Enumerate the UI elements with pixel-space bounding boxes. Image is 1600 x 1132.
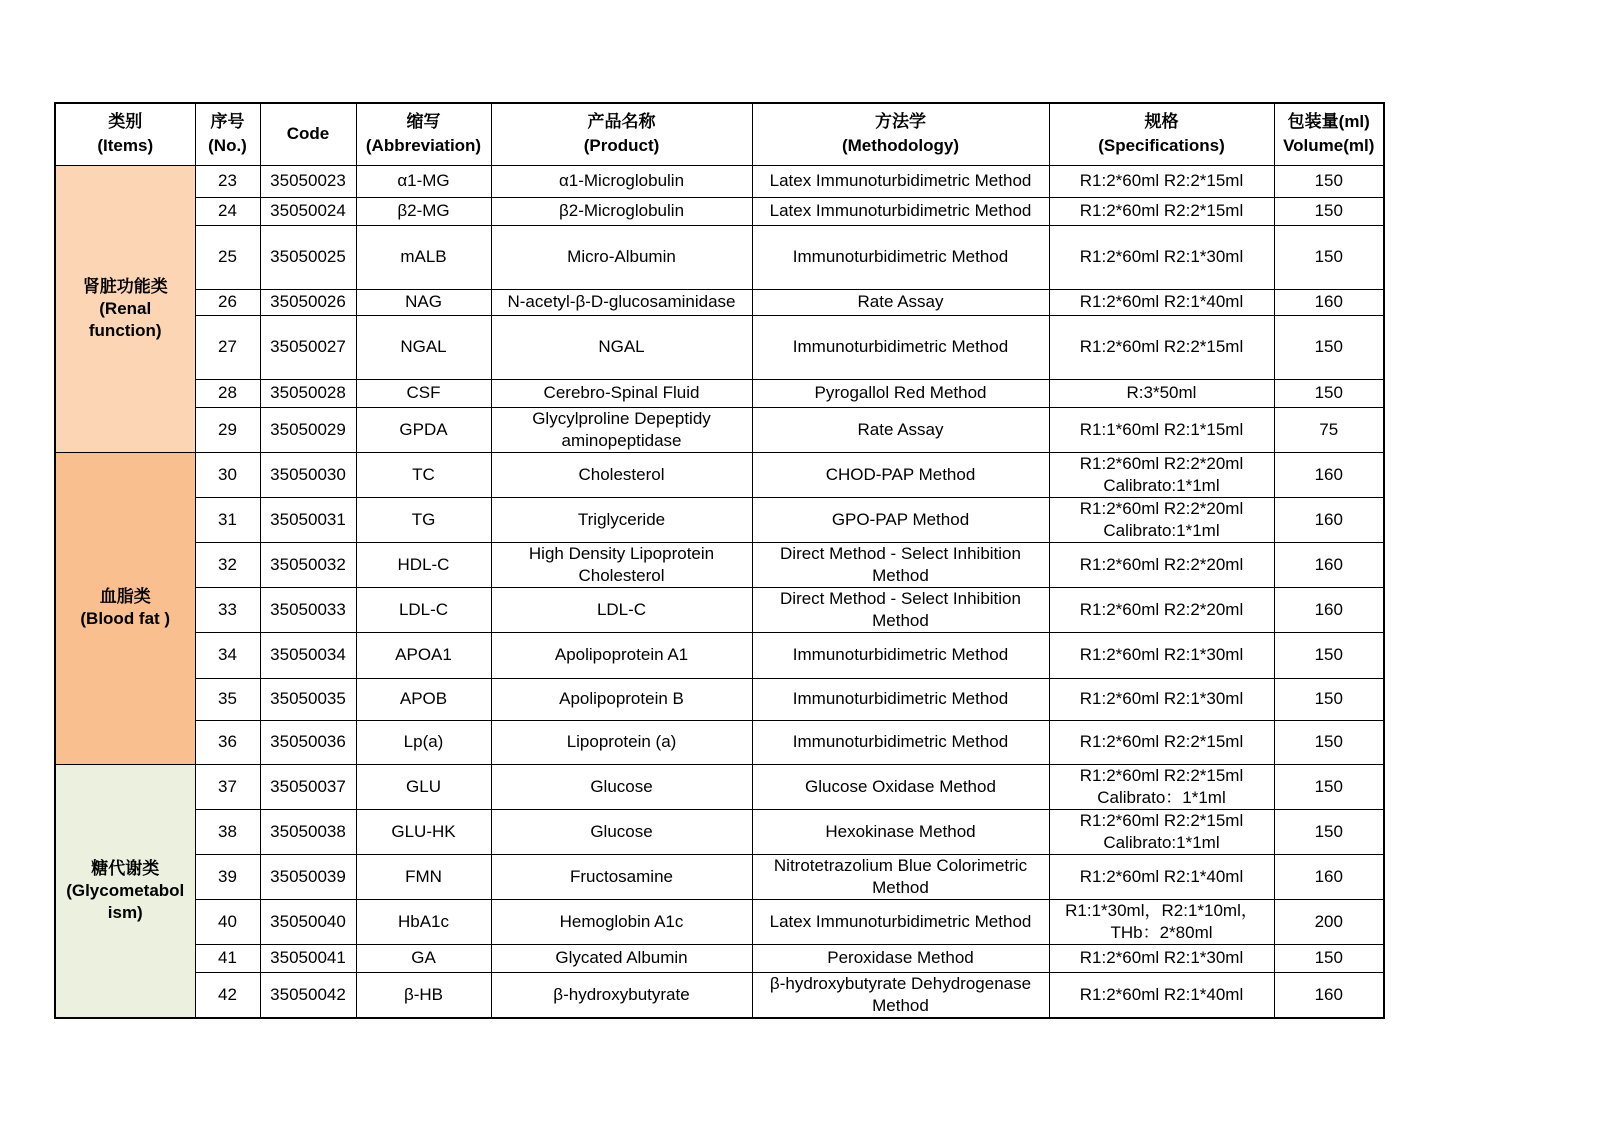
cell-product: β2-Microglobulin (491, 197, 752, 225)
cell-specifications: R1:2*60ml R2:2*15ml (1049, 165, 1274, 197)
cell-no: 33 (195, 587, 260, 632)
cell-code: 35050023 (260, 165, 356, 197)
cell-code: 35050037 (260, 764, 356, 809)
cell-code: 35050026 (260, 289, 356, 315)
cell-code: 35050035 (260, 678, 356, 720)
cell-methodology: Hexokinase Method (752, 809, 1049, 854)
col-header-items: 类别 (Items) (55, 103, 195, 165)
category-glycometabolism: 糖代谢类 (Glycometabol ism) (55, 764, 195, 1018)
cell-methodology: Pyrogallol Red Method (752, 379, 1049, 407)
cell-abbreviation: APOB (356, 678, 491, 720)
cell-volume: 150 (1274, 632, 1384, 678)
cell-abbreviation: GA (356, 944, 491, 972)
cell-methodology: Peroxidase Method (752, 944, 1049, 972)
table-row (55, 809, 1384, 854)
cell-specifications: R1:2*60ml R2:1*40ml (1049, 289, 1274, 315)
cell-volume: 160 (1274, 542, 1384, 587)
cell-abbreviation: GPDA (356, 407, 491, 452)
table-row (55, 315, 1384, 379)
cell-methodology: Latex Immunoturbidimetric Method (752, 197, 1049, 225)
cell-specifications: R1:2*60ml R2:2*15ml (1049, 315, 1274, 379)
cell-specifications: R1:2*60ml R2:1*30ml (1049, 678, 1274, 720)
cell-abbreviation: β-HB (356, 972, 491, 1018)
cell-no: 28 (195, 379, 260, 407)
cell-methodology: Immunoturbidimetric Method (752, 678, 1049, 720)
cell-product: Apolipoprotein B (491, 678, 752, 720)
cell-code: 35050032 (260, 542, 356, 587)
table-row (55, 289, 1384, 315)
cell-code: 35050042 (260, 972, 356, 1018)
cell-specifications: R:3*50ml (1049, 379, 1274, 407)
cell-abbreviation: β2-MG (356, 197, 491, 225)
cell-product: β-hydroxybutyrate (491, 972, 752, 1018)
col-header-volume: 包装量(ml) Volume(ml) (1274, 103, 1384, 165)
header-row (55, 103, 1384, 165)
cell-code: 35050027 (260, 315, 356, 379)
cell-volume: 200 (1274, 899, 1384, 944)
cell-methodology: Latex Immunoturbidimetric Method (752, 899, 1049, 944)
category-renal: 肾脏功能类 (Renal function) (55, 165, 195, 452)
cell-product: Cerebro-Spinal Fluid (491, 379, 752, 407)
cell-specifications: R1:2*60ml R2:2*20ml Calibrato:1*1ml (1049, 452, 1274, 497)
cell-product: Glucose (491, 809, 752, 854)
cell-code: 35050024 (260, 197, 356, 225)
cell-specifications: R1:2*60ml R2:2*20ml (1049, 587, 1274, 632)
cell-code: 35050034 (260, 632, 356, 678)
cell-product: Glucose (491, 764, 752, 809)
table-row (55, 165, 1384, 197)
cell-specifications: R1:2*60ml R2:2*15ml Calibrato：1*1ml (1049, 764, 1274, 809)
cell-product: Apolipoprotein A1 (491, 632, 752, 678)
cell-no: 26 (195, 289, 260, 315)
col-header-code: Code (260, 103, 356, 165)
col-header-no: 序号 (No.) (195, 103, 260, 165)
cell-volume: 75 (1274, 407, 1384, 452)
cell-volume: 150 (1274, 809, 1384, 854)
col-header-abbreviation: 缩写 (Abbreviation) (356, 103, 491, 165)
cell-code: 35050039 (260, 854, 356, 899)
table-row (55, 225, 1384, 289)
cell-specifications: R1:2*60ml R2:1*40ml (1049, 972, 1274, 1018)
cell-code: 35050030 (260, 452, 356, 497)
table-row (55, 197, 1384, 225)
cell-methodology: Immunoturbidimetric Method (752, 315, 1049, 379)
table-row (55, 587, 1384, 632)
cell-specifications: R1:1*60ml R2:1*15ml (1049, 407, 1274, 452)
cell-abbreviation: TC (356, 452, 491, 497)
cell-specifications: R1:2*60ml R2:1*40ml (1049, 854, 1274, 899)
cell-product: α1-Microglobulin (491, 165, 752, 197)
cell-code: 35050041 (260, 944, 356, 972)
cell-methodology: Rate Assay (752, 289, 1049, 315)
cell-methodology: Immunoturbidimetric Method (752, 632, 1049, 678)
col-header-methodology: 方法学 (Methodology) (752, 103, 1049, 165)
cell-specifications: R1:2*60ml R2:1*30ml (1049, 225, 1274, 289)
cell-volume: 150 (1274, 764, 1384, 809)
cell-abbreviation: GLU (356, 764, 491, 809)
cell-specifications: R1:2*60ml R2:2*20ml (1049, 542, 1274, 587)
cell-product: Triglyceride (491, 497, 752, 542)
cell-volume: 150 (1274, 678, 1384, 720)
table-row (55, 944, 1384, 972)
cell-abbreviation: CSF (356, 379, 491, 407)
cell-no: 23 (195, 165, 260, 197)
cell-abbreviation: mALB (356, 225, 491, 289)
cell-specifications: R1:2*60ml R2:2*15ml (1049, 197, 1274, 225)
cell-abbreviation: TG (356, 497, 491, 542)
cell-methodology: Latex Immunoturbidimetric Method (752, 165, 1049, 197)
cell-no: 32 (195, 542, 260, 587)
table-row (55, 379, 1384, 407)
cell-no: 24 (195, 197, 260, 225)
cell-volume: 160 (1274, 452, 1384, 497)
cell-code: 35050038 (260, 809, 356, 854)
cell-volume: 160 (1274, 972, 1384, 1018)
table-row (55, 542, 1384, 587)
table-row (55, 854, 1384, 899)
cell-methodology: Rate Assay (752, 407, 1049, 452)
cell-no: 37 (195, 764, 260, 809)
cell-code: 35050029 (260, 407, 356, 452)
cell-product: High Density Lipoprotein Cholesterol (491, 542, 752, 587)
cell-methodology: Nitrotetrazolium Blue Colorimetric Method (752, 854, 1049, 899)
cell-volume: 150 (1274, 225, 1384, 289)
col-header-product: 产品名称 (Product) (491, 103, 752, 165)
cell-product: Glycated Albumin (491, 944, 752, 972)
cell-abbreviation: LDL-C (356, 587, 491, 632)
cell-methodology: CHOD-PAP Method (752, 452, 1049, 497)
cell-code: 35050033 (260, 587, 356, 632)
table-row (55, 720, 1384, 764)
table-row (55, 452, 1384, 497)
cell-volume: 150 (1274, 197, 1384, 225)
cell-code: 35050031 (260, 497, 356, 542)
cell-volume: 150 (1274, 315, 1384, 379)
cell-volume: 160 (1274, 497, 1384, 542)
table-row (55, 678, 1384, 720)
cell-volume: 160 (1274, 854, 1384, 899)
cell-no: 34 (195, 632, 260, 678)
cell-product: Glycylproline Depeptidy aminopeptidase (491, 407, 752, 452)
cell-specifications: R1:2*60ml R2:1*30ml (1049, 944, 1274, 972)
cell-code: 35050036 (260, 720, 356, 764)
cell-volume: 150 (1274, 944, 1384, 972)
cell-specifications: R1:1*30ml，R2:1*10ml，THb：2*80ml (1049, 899, 1274, 944)
cell-methodology: Immunoturbidimetric Method (752, 720, 1049, 764)
cell-product: Hemoglobin A1c (491, 899, 752, 944)
cell-product: N-acetyl-β-D-glucosaminidase (491, 289, 752, 315)
cell-specifications: R1:2*60ml R2:2*15ml Calibrato:1*1ml (1049, 809, 1274, 854)
category-blood-fat: 血脂类 (Blood fat ) (55, 452, 195, 764)
cell-product: Fructosamine (491, 854, 752, 899)
cell-methodology: GPO-PAP Method (752, 497, 1049, 542)
table-row (55, 632, 1384, 678)
cell-abbreviation: α1-MG (356, 165, 491, 197)
cell-specifications: R1:2*60ml R2:1*30ml (1049, 632, 1274, 678)
cell-product: Lipoprotein (a) (491, 720, 752, 764)
cell-code: 35050040 (260, 899, 356, 944)
cell-abbreviation: Lp(a) (356, 720, 491, 764)
col-header-specifications: 规格 (Specifications) (1049, 103, 1274, 165)
cell-abbreviation: FMN (356, 854, 491, 899)
cell-product: LDL-C (491, 587, 752, 632)
cell-volume: 150 (1274, 379, 1384, 407)
cell-methodology: Direct Method - Select Inhibition Method (752, 587, 1049, 632)
cell-product: Micro-Albumin (491, 225, 752, 289)
cell-abbreviation: APOA1 (356, 632, 491, 678)
cell-specifications: R1:2*60ml R2:2*15ml (1049, 720, 1274, 764)
table-row (55, 972, 1384, 1018)
cell-abbreviation: NGAL (356, 315, 491, 379)
cell-code: 35050028 (260, 379, 356, 407)
cell-no: 36 (195, 720, 260, 764)
cell-product: Cholesterol (491, 452, 752, 497)
cell-volume: 160 (1274, 587, 1384, 632)
cell-methodology: Immunoturbidimetric Method (752, 225, 1049, 289)
cell-volume: 150 (1274, 720, 1384, 764)
cell-no: 27 (195, 315, 260, 379)
cell-no: 38 (195, 809, 260, 854)
cell-abbreviation: GLU-HK (356, 809, 491, 854)
table-row (55, 407, 1384, 452)
reagent-table (54, 102, 1385, 1019)
cell-no: 25 (195, 225, 260, 289)
cell-no: 39 (195, 854, 260, 899)
table-row (55, 899, 1384, 944)
cell-no: 42 (195, 972, 260, 1018)
cell-no: 41 (195, 944, 260, 972)
cell-abbreviation: HbA1c (356, 899, 491, 944)
cell-specifications: R1:2*60ml R2:2*20ml Calibrato:1*1ml (1049, 497, 1274, 542)
cell-no: 40 (195, 899, 260, 944)
cell-methodology: Glucose Oxidase Method (752, 764, 1049, 809)
cell-no: 35 (195, 678, 260, 720)
cell-code: 35050025 (260, 225, 356, 289)
cell-no: 30 (195, 452, 260, 497)
cell-product: NGAL (491, 315, 752, 379)
cell-methodology: Direct Method - Select Inhibition Method (752, 542, 1049, 587)
cell-volume: 150 (1274, 165, 1384, 197)
cell-abbreviation: HDL-C (356, 542, 491, 587)
cell-no: 31 (195, 497, 260, 542)
cell-volume: 160 (1274, 289, 1384, 315)
cell-no: 29 (195, 407, 260, 452)
cell-abbreviation: NAG (356, 289, 491, 315)
table-row (55, 764, 1384, 809)
table-row (55, 497, 1384, 542)
cell-methodology: β-hydroxybutyrate Dehydrogenase Method (752, 972, 1049, 1018)
